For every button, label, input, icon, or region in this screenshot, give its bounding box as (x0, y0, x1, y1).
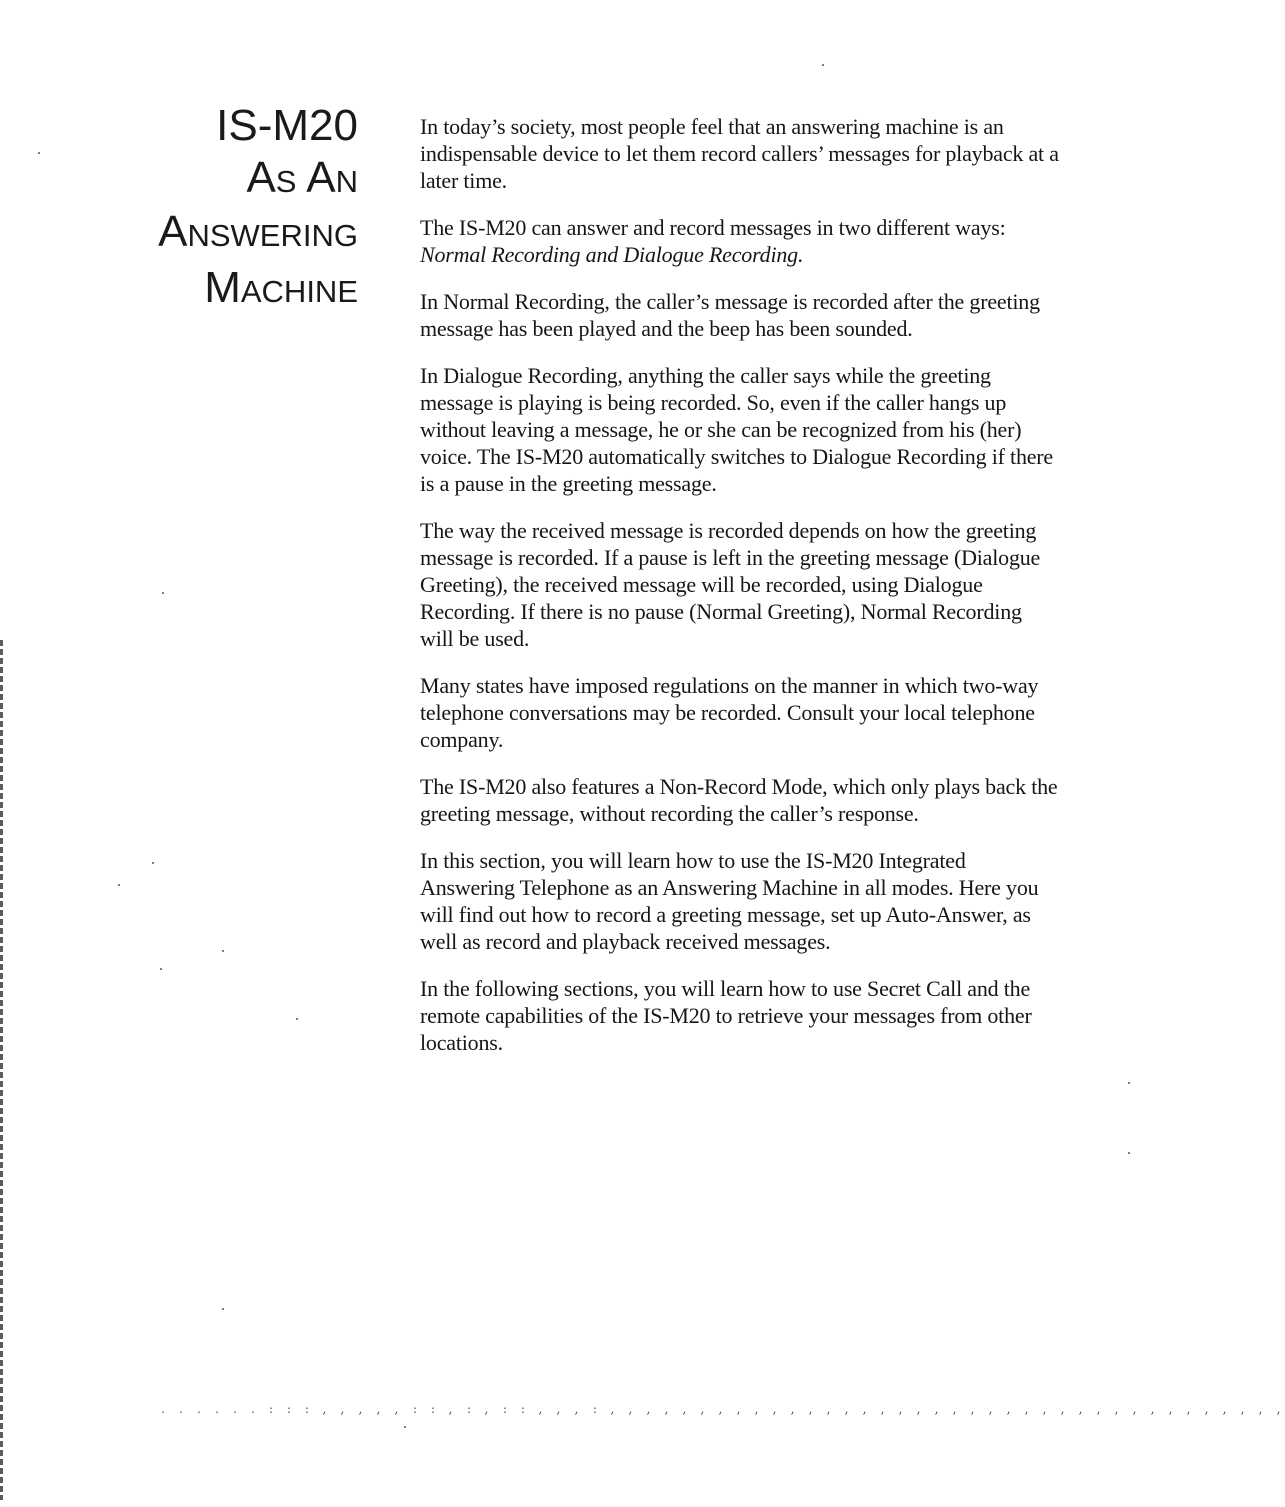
scan-speck (822, 64, 824, 66)
body-text (420, 113, 1060, 1076)
scan-speck (118, 884, 120, 886)
scan-edge-artifact (0, 640, 3, 1500)
paragraph-regulations: Many states have imposed regulations on the manner in which two-way telephone conversations may be recorded. Consult your local telephone company. (420, 673, 1039, 752)
heading-line-1: IS-M20 (216, 101, 358, 150)
scan-speck (404, 1426, 406, 1428)
paragraph-section-overview: In this section, you will learn how to use the IS-M20 Integrated Answering Telephone as an Answering Machine in all modes. Here you will find out how to record a greeting message, set up Auto-Answer, as well as record and playback received messages. (420, 848, 1039, 954)
recording-ways-intro: The IS-M20 can answer and record messages in two different ways: (420, 215, 1006, 240)
scan-speck (222, 950, 224, 952)
paragraph-following-sections: In the following sections, you will learn how to use Secret Call and the remote capabilities of the IS-M20 to retrieve your messages from other locations. (420, 976, 1032, 1055)
scan-speck (160, 968, 162, 970)
paragraph-intro: In today’s society, most people feel that an answering machine is an indispensable device to let them record callers’ messages for playback at a later time. (420, 114, 1059, 193)
heading-line-3: Answering (158, 207, 358, 256)
scan-speck (162, 592, 164, 594)
heading-line-4: Machine (204, 263, 358, 312)
scan-speck (38, 152, 40, 154)
scan-speck (1128, 1082, 1130, 1084)
scan-speck (1128, 1152, 1130, 1154)
recording-ways-emphasis: Normal Recording and Dialogue Recording. (420, 242, 804, 267)
paragraph-normal-recording: In Normal Recording, the caller’s message is recorded after the greeting message has been played and the beep has been sounded. (420, 289, 1040, 341)
scan-speck (222, 1308, 224, 1310)
paragraph-greeting-dependence: The way the received message is recorded depends on how the greeting message is recorded. If a pause is left in the greeting message (Dialogue Greeting), the received message will be recorded, using Dialogue Recording. If there is no pause (Normal Greeting), Normal Recording will be used. (420, 518, 1041, 651)
section-heading (100, 101, 358, 312)
paragraph-recording-ways (420, 214, 1060, 268)
scan-speck (152, 862, 154, 864)
footer-dotted-rule: . . . . . . : : : , , , , , : : , : , : : , , , : , , , , , , , , , , , , , , , , , , , , , , , , , , , , , , , , , , , , , , (160, 1406, 1285, 1417)
scan-speck (296, 1018, 298, 1020)
heading-line-2: As An (246, 153, 358, 202)
paragraph-dialogue-recording: In Dialogue Recording, anything the caller says while the greeting message is playing is being recorded. So, even if the caller hangs up without leaving a message, he or she can be recognized from his (her) voice. The IS-M20 automatically switches to Dialogue Recording if there is a pause in the greeting message. (420, 363, 1053, 496)
paragraph-non-record-mode: The IS-M20 also features a Non-Record Mode, which only plays back the greeting message, without recording the caller’s response. (420, 774, 1058, 826)
